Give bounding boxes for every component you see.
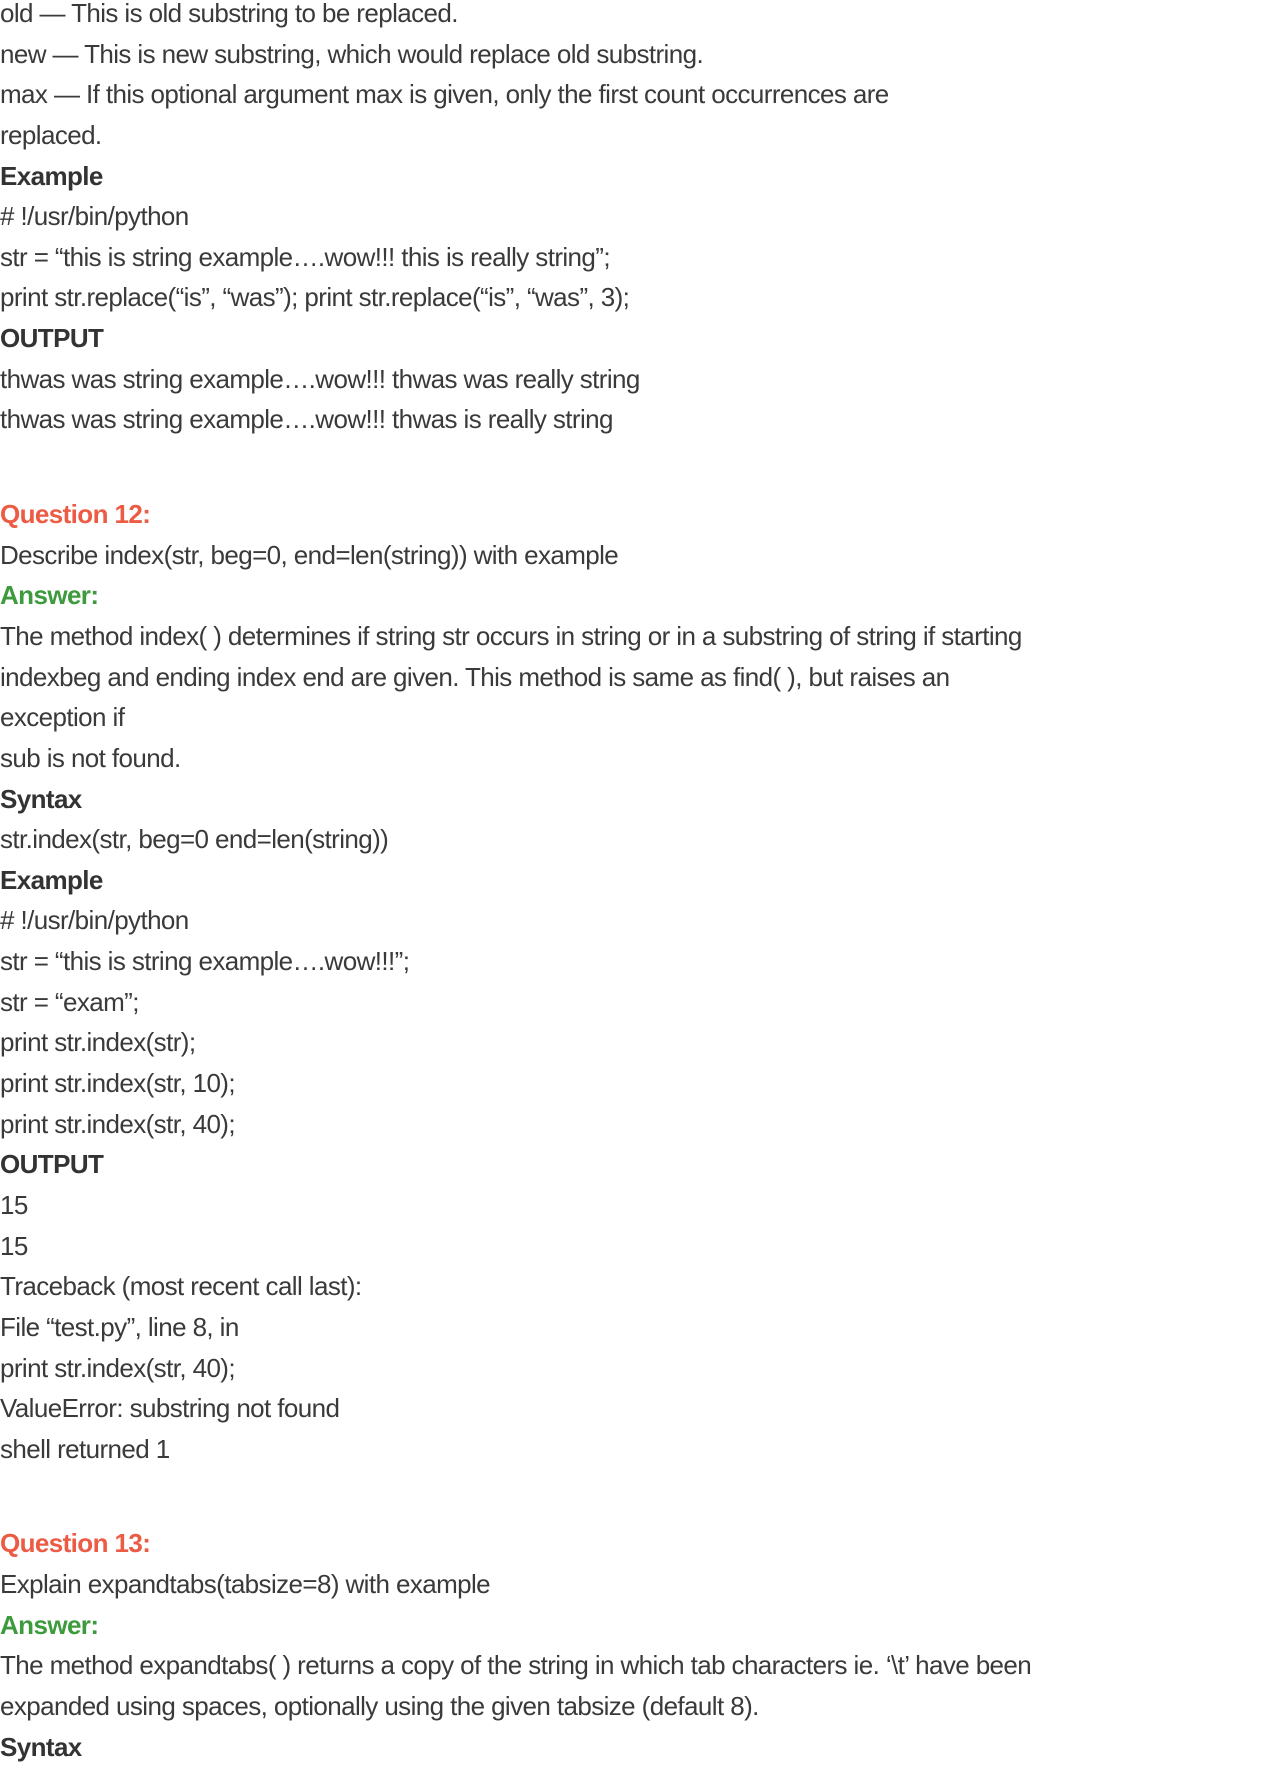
example-heading: Example	[0, 864, 103, 895]
output-line: ValueError: substring not found	[0, 1393, 340, 1424]
code-line: str = “this is string example….wow!!!”;	[0, 946, 410, 977]
param-max: max — If this optional argument max is given, only the first count occurrences are	[0, 79, 889, 110]
code-line: # !/usr/bin/python	[0, 201, 189, 232]
param-old: old — This is old substring to be replaced.	[0, 0, 458, 28]
output-line: 15	[0, 1189, 28, 1220]
code-line: print str.replace(“is”, “was”); print str.replace(“is”, “was”, 3);	[0, 282, 630, 313]
code-line: print str.index(str, 10);	[0, 1068, 235, 1099]
param-max-cont: replaced.	[0, 119, 102, 150]
output-line: File “test.py”, line 8, in	[0, 1311, 239, 1342]
answer-line: exception if	[0, 702, 125, 733]
spacer	[0, 1469, 1287, 1523]
code-line: print str.index(str, 40);	[0, 1108, 235, 1139]
output-line: thwas was string example….wow!!! thwas was really string	[0, 363, 640, 394]
output-line: thwas was string example….wow!!! thwas is really string	[0, 404, 613, 435]
code-line: str = “this is string example….wow!!! this is really string”;	[0, 241, 610, 272]
answer-label: Answer:	[0, 580, 99, 611]
question-12-text: Describe index(str, beg=0, end=len(string)) with example	[0, 539, 619, 570]
output-heading: OUTPUT	[0, 1149, 104, 1180]
example-heading: Example	[0, 160, 103, 191]
syntax-line: str.index(str, beg=0 end=len(string))	[0, 824, 389, 855]
code-line: # !/usr/bin/python	[0, 905, 189, 936]
question-13-text: Explain expandtabs(tabsize=8) with example	[0, 1569, 491, 1600]
answer-line: sub is not found.	[0, 742, 181, 773]
code-line: print str.index(str);	[0, 1027, 196, 1058]
spacer	[0, 440, 1287, 494]
param-new: new — This is new substring, which would replace old substring.	[0, 38, 704, 69]
answer-line: expanded using spaces, optionally using the given tabsize (default 8).	[0, 1690, 759, 1721]
answer-line: indexbeg and ending index end are given. This method is same as find( ), but raises an	[0, 661, 950, 692]
output-heading: OUTPUT	[0, 323, 104, 354]
output-line: 15	[0, 1230, 28, 1261]
syntax-heading: Syntax	[0, 783, 82, 814]
code-line: str = “exam”;	[0, 986, 139, 1017]
question-12-label: Question 12:	[0, 499, 151, 530]
question-13-label: Question 13:	[0, 1528, 151, 1559]
answer-line: The method expandtabs( ) returns a copy of the string in which tab characters ie. ‘\t’ have been	[0, 1650, 1032, 1681]
output-line: print str.index(str, 40);	[0, 1352, 235, 1383]
output-line: shell returned 1	[0, 1433, 170, 1464]
syntax-heading: Syntax	[0, 1731, 82, 1762]
answer-label: Answer:	[0, 1609, 99, 1640]
output-line: Traceback (most recent call last):	[0, 1271, 362, 1302]
answer-line: The method index( ) determines if string str occurs in string or in a substring of string if starting	[0, 620, 1022, 651]
